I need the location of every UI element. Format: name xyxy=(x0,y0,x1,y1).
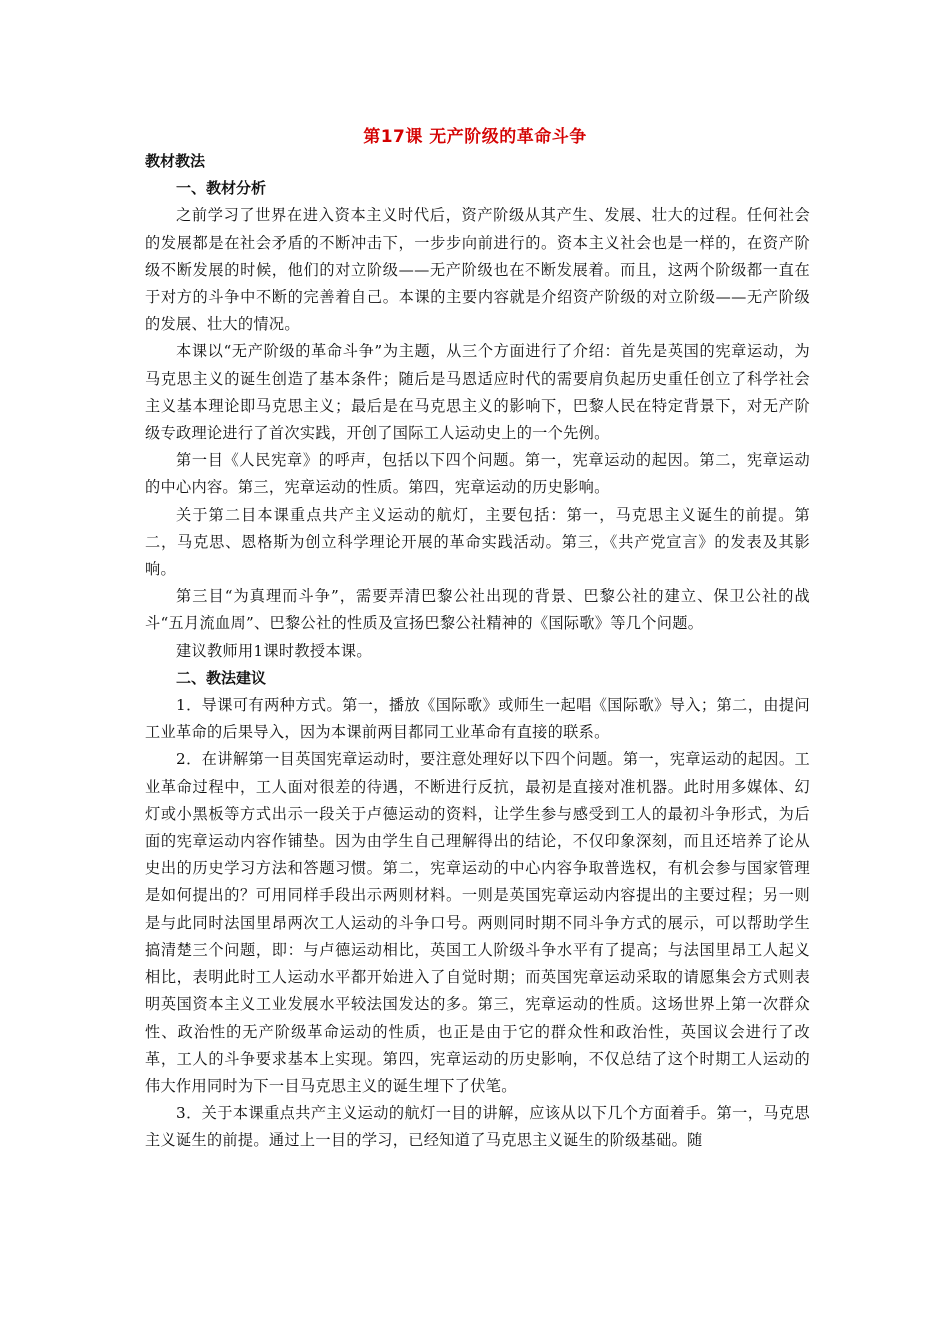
document-body xyxy=(145,148,810,1155)
section1-heading: 一、教材分析 xyxy=(176,179,267,198)
paragraph: 2．在讲解第一目英国宪章运动时，要注意处理好以下四个问题。第一，宪章运动的起因。工业革命过程中，工人面对很差的待遇，不断进行反抗，最初是直接对准机器。此时用多媒体、幻灯或小黑板等方式出示一段关于卢德运动的资料，让学生参与感受到工人的最初斗争形式，为后面的宪章运动内容作铺垫。因为由学生自己理解得出的结论，不仅印象深刻，而且还培养了论从史出的历史学习方法和答题习惯。第二，宪章运动的中心内容争取普选权，有机会参与国家管理是如何提出的？可用同样手段出示两则材料。一则是英国宪章运动内容提出的主要过程；另一则是与此同时法国里昂两次工人运动的斗争口号。两则同时期不同斗争方式的展示，可以帮助学生搞清楚三个问题，即：与卢德运动相比，英国工人阶级斗争水平有了提高；与法国里昂工人起义相比，表明此时工人运动水平都开始进入了自觉时期；而英国宪章运动采取的请愿集会方式则表明英国资本主义工业发展水平较法国发达的多。第三，宪章运动的性质。这场世界上第一次群众性、政治性的无产阶级革命运动的性质，也正是由于它的群众性和政治性，英国议会进行了改革，工人的斗争要求基本上实现。第四，宪章运动的历史影响，不仅总结了这个时期工人运动的伟大作用同时为下一目马克思主义的诞生埋下了伏笔。 xyxy=(145,750,810,1095)
paragraph: 本课以“无产阶级的革命斗争”为主题，从三个方面进行了介绍：首先是英国的宪章运动，为马克思主义的诞生创造了基本条件；随后是马恩适应时代的需要肩负起历史重任创立了科学社会主义基本理论即马克思主义；最后是在马克思主义的影响下，巴黎人民在特定背景下，对无产阶级专政理论进行了首次实践，开创了国际工人运动史上的一个先例。 xyxy=(145,342,810,443)
paragraph: 第一目《人民宪章》的呼声，包括以下四个问题。第一，宪章运动的起因。第二，宪章运动的中心内容。第三，宪章运动的性质。第四，宪章运动的历史影响。 xyxy=(145,451,810,497)
section1-body xyxy=(145,202,810,664)
section2-body xyxy=(145,692,810,1154)
paragraph: 1．导课可有两种方式。第一，播放《国际歌》或师生一起唱《国际歌》导入；第二，由提问工业革命的后果导入，因为本课前两目都同工业革命有直接的联系。 xyxy=(145,696,810,742)
section2-heading: 二、教法建议 xyxy=(176,668,267,687)
paragraph: 关于第二目本课重点共产主义运动的航灯，主要包括：第一，马克思主义诞生的前提。第二，马克思、恩格斯为创立科学理论开展的革命实践活动。第三，《共产党宣言》的发表及其影响。 xyxy=(145,505,810,579)
paragraph: 建议教师用1课时教授本课。 xyxy=(176,641,372,660)
paragraph: 之前学习了世界在进入资本主义时代后，资产阶级从其产生、发展、壮大的过程。任何社会的发展都是在社会矛盾的不断冲击下，一步步向前进行的。资本主义社会也是一样的，在资产阶级不断发展的时候，他们的对立阶级——无产阶级也在不断发展着。而且，这两个阶级都一直在于对方的斗争中不断的完善着自己。本课的主要内容就是介绍资产阶级的对立阶级——无产阶级的发展、壮大的情况。 xyxy=(145,206,810,334)
section-heading-teaching-methods: 教材教法 xyxy=(145,152,206,170)
lesson-title: 第17课 无产阶级的革命斗争 xyxy=(363,127,587,147)
paragraph: 第三目“为真理而斗争”，需要弄清巴黎公社出现的背景、巴黎公社的建立、保卫公社的战斗“五月流血周”、巴黎公社的性质及宣扬巴黎公社精神的《国际歌》等几个问题。 xyxy=(145,587,810,633)
paragraph: 3．关于本课重点共产主义运动的航灯一目的讲解，应该从以下几个方面着手。第一，马克思主义诞生的前提。通过上一目的学习，已经知道了马克思主义诞生的阶级基础。随 xyxy=(145,1104,810,1150)
